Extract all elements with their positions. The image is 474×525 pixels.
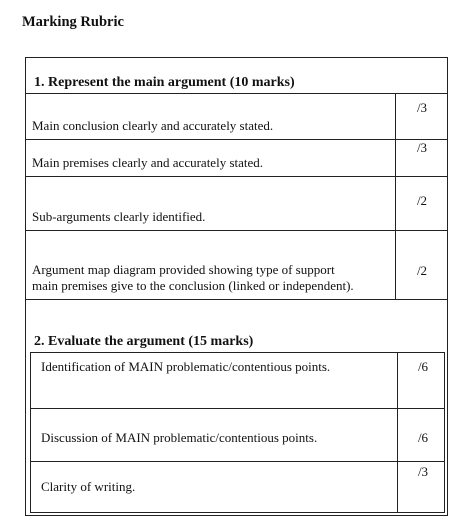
section2-table <box>30 352 445 513</box>
row-divider <box>26 176 447 177</box>
page-title: Marking Rubric <box>22 14 124 30</box>
row-divider <box>26 230 447 231</box>
criterion-sub-arguments: Sub-arguments clearly identified. <box>32 209 206 224</box>
row-divider <box>26 93 447 94</box>
mark-main-conclusion: /3 <box>416 100 428 115</box>
mark-sub-arguments: /2 <box>416 193 428 208</box>
criterion-identification: Identification of MAIN problematic/contentious points. <box>41 359 331 374</box>
mark-discussion: /6 <box>417 430 429 445</box>
section2-heading: 2. Evaluate the argument (15 marks) <box>34 334 254 349</box>
row-divider <box>26 139 447 140</box>
criterion-main-premises: Main premises clearly and accurately stated. <box>32 155 264 170</box>
mark-column-divider <box>395 93 396 299</box>
section1-heading: 1. Represent the main argument (10 marks) <box>34 75 295 90</box>
mark-clarity: /3 <box>417 464 429 479</box>
criterion-argument-map-line1: Argument map diagram provided showing type of support <box>32 262 335 277</box>
mark-identification: /6 <box>417 359 429 374</box>
rubric-table <box>25 57 448 516</box>
criterion-main-conclusion: Main conclusion clearly and accurately stated. <box>32 118 274 133</box>
row-divider <box>26 299 447 300</box>
row-divider <box>31 461 444 462</box>
criterion-discussion: Discussion of MAIN problematic/contentious points. <box>41 430 318 445</box>
criterion-argument-map-line2: main premises give to the conclusion (linked or independent). <box>32 278 354 293</box>
mark-main-premises: /3 <box>416 140 428 155</box>
row-divider <box>31 408 444 409</box>
criterion-clarity: Clarity of writing. <box>41 479 136 494</box>
mark-argument-map: /2 <box>416 263 428 278</box>
